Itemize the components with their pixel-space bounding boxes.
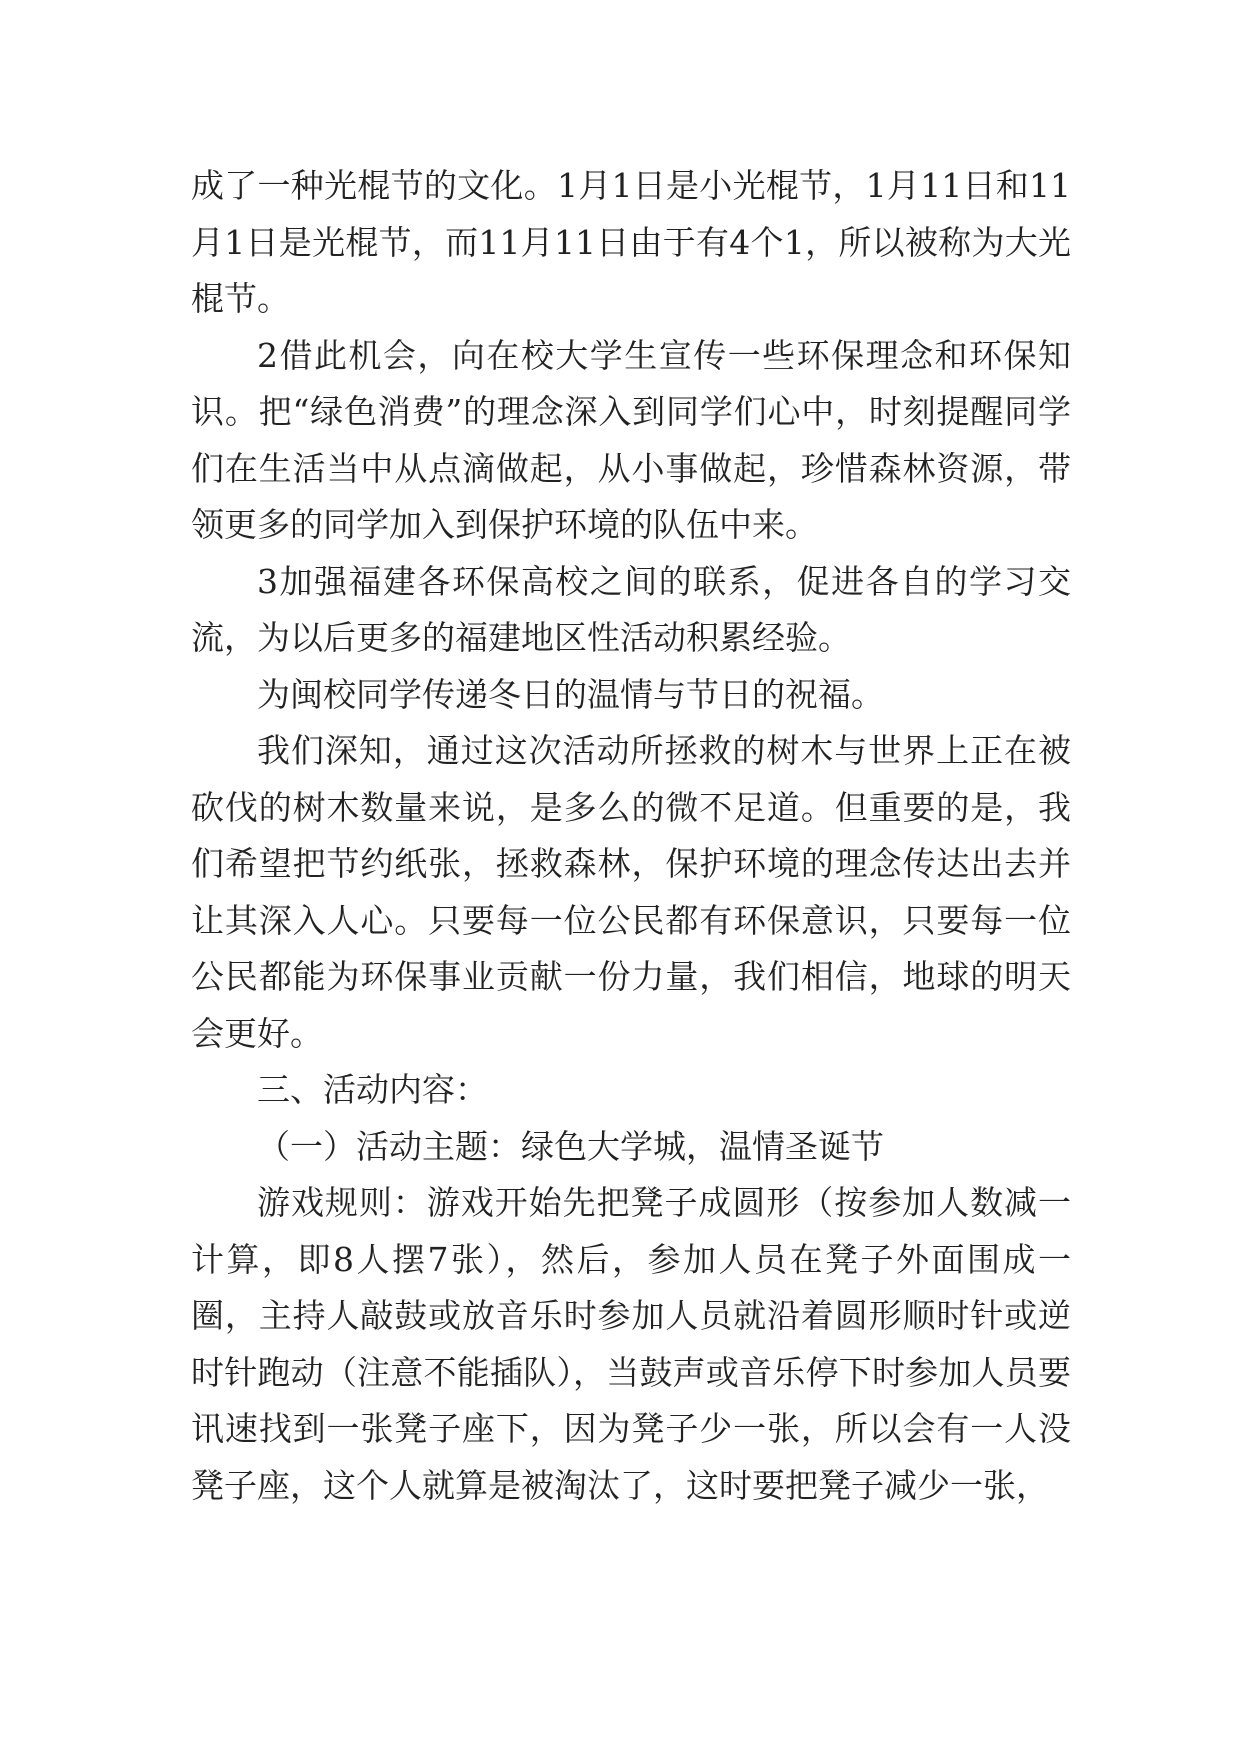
paragraph-5: 我们深知，通过这次活动所拯救的树木与世界上正在被砍伐的树木数量来说，是多么的微不足道。但重要的是，我们希望把节约纸张，拯救森林，保护环境的理念传达出去并让其深入人心。只要每一位公民都有环保意识，只要每一位公民都能为环保事业贡献一份力量，我们相信，地球的明天会更好。	[191, 731, 1071, 1053]
paragraph-3: 3加强福建各环保高校之间的联系，促进各自的学习交流，为以后更多的福建地区性活动积累经验。	[191, 561, 1071, 657]
game-rules: 游戏规则：游戏开始先把凳子成圆形（按参加人数减一计算，即8人摆7张），然后，参加人员在凳子外面围成一圈，主持人敲鼓或放音乐时参加人员就沿着圆形顺时针或逆时针跑动（注意不能插队），当鼓声或音乐停下时参加人员要讯速找到一张凳子座下，因为凳子少一张，所以会有一人没凳子座，这个人就算是被淘汰了，这时要把凳子减少一张，	[191, 1183, 1071, 1505]
paragraph-2: 2借此机会，向在校大学生宣传一些环保理念和环保知识。把“绿色消费”的理念深入到同学们心中，时刻提醒同学们在生活当中从点滴做起，从小事做起，珍惜森林资源，带领更多的同学加入到保护环境的队伍中来。	[191, 335, 1071, 544]
document-body	[191, 158, 1071, 1514]
paragraph-4: 为闽校同学传递冬日的温情与节日的祝福。	[257, 674, 884, 714]
section-heading: 三、活动内容：	[257, 1070, 488, 1109]
paragraph-1: 成了一种光棍节的文化。1月1日是小光棍节，1月11日和11月1日是光棍节，而11月11日由于有4个1，所以被称为大光棍节。	[191, 166, 1071, 318]
activity-theme: （一）活动主题：绿色大学城，温情圣诞节	[257, 1126, 884, 1166]
